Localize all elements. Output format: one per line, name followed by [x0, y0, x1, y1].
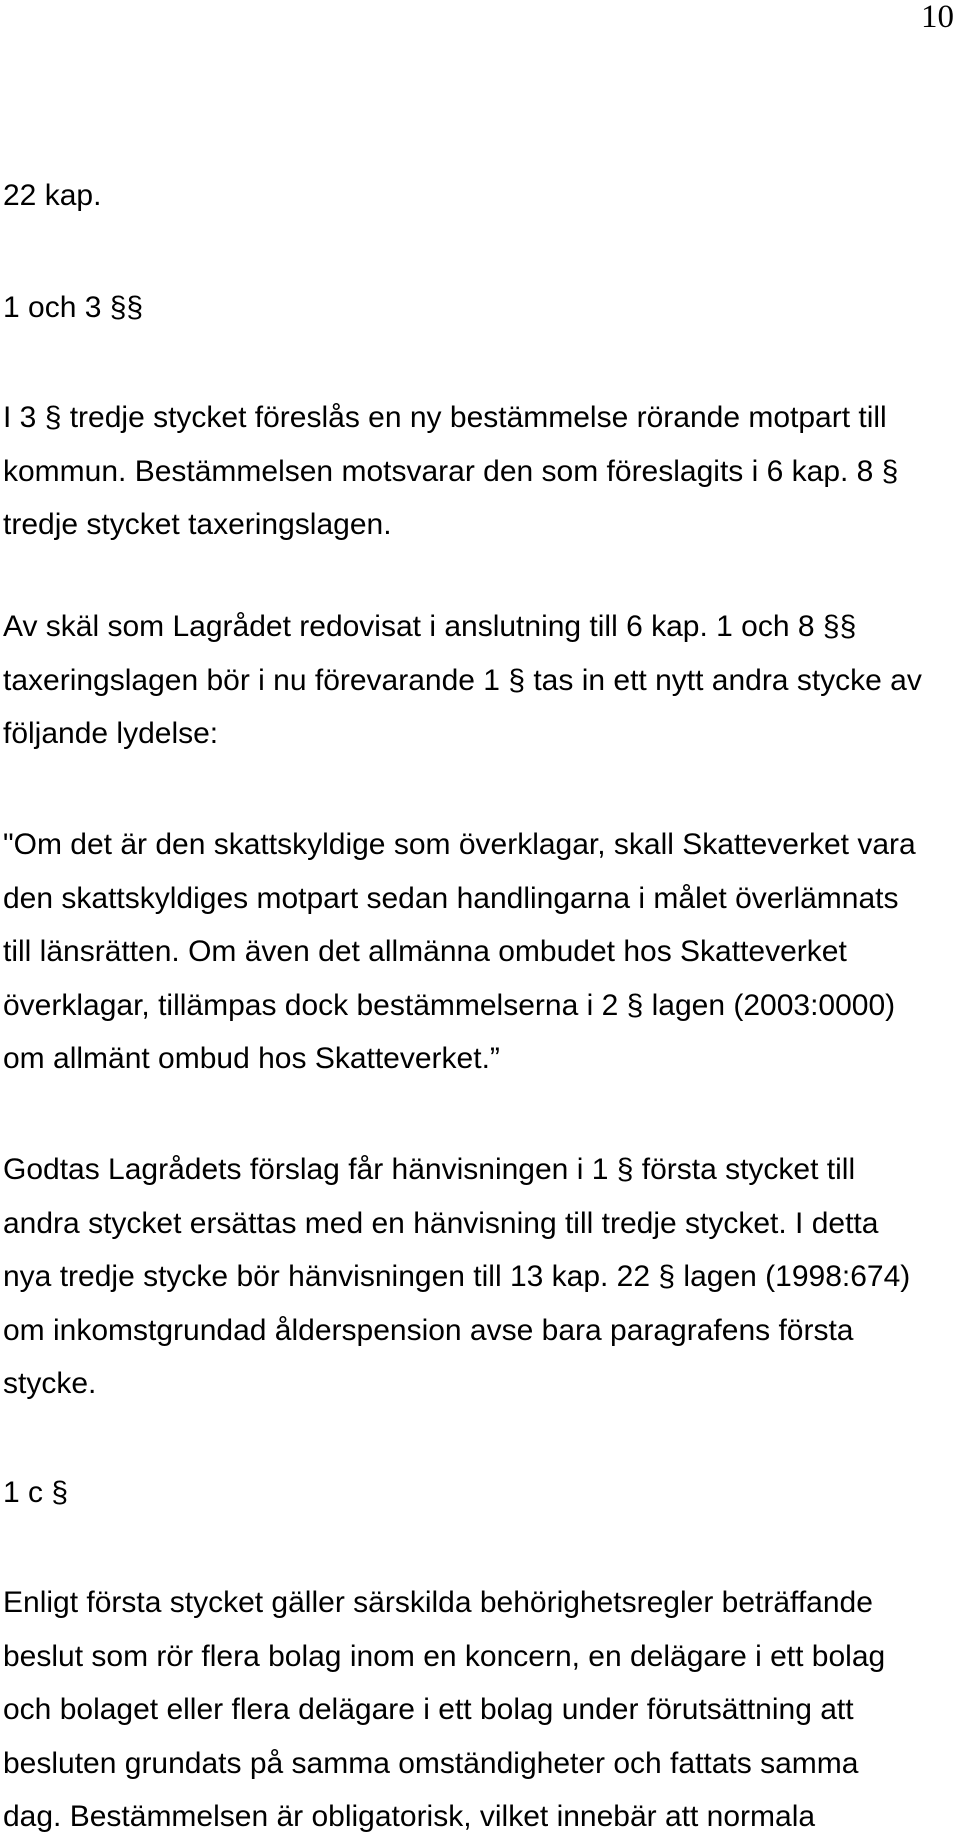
page-number: 10: [921, 0, 954, 35]
body-paragraph: [3, 400, 898, 543]
text-line: andra stycket ersättas med en hänvisning till tredje stycket. I detta: [3, 1206, 879, 1240]
text-line: nya tredje stycke bör hänvisningen till 13 kap. 22 § lagen (1998:674): [3, 1260, 911, 1293]
quoted-paragraph: [3, 827, 916, 1077]
text-line: taxeringslagen bör i nu förevarande 1 § tas in ett nytt andra stycke av: [3, 663, 922, 697]
text-line: stycke.: [3, 1367, 97, 1400]
body-paragraph: [3, 609, 922, 752]
text-line: 1 c §: [3, 1476, 69, 1509]
section-heading: [3, 290, 143, 326]
text-line: beslut som rör flera bolag inom en koncern, en delägare i ett bolag: [3, 1639, 886, 1673]
text-line: den skattskyldiges motpart sedan handlingarna i målet överlämnats: [3, 881, 899, 915]
text-line: om inkomstgrundad ålderspension avse bara paragrafens första: [3, 1313, 854, 1347]
text-line: 1 och 3 §§: [3, 291, 144, 324]
text-line: dag. Bestämmelsen är obligatorisk, vilket innebär att normala: [3, 1800, 816, 1833]
text-line: kommun. Bestämmelsen motsvarar den som föreslagits i 6 kap. 8 §: [3, 454, 899, 488]
text-line: Av skäl som Lagrådet redovisat i anslutning till 6 kap. 1 och 8 §§: [3, 610, 857, 643]
text-line: tredje stycket taxeringslagen.: [3, 508, 392, 541]
text-line: och bolaget eller flera delägare i ett bolag under förutsättning att: [3, 1693, 854, 1726]
text-line: Godtas Lagrådets förslag får hänvisningen i 1 § första stycket till: [3, 1153, 856, 1186]
text-line: besluten grundats på samma omständigheter och fattats samma: [3, 1746, 859, 1780]
text-line: om allmänt ombud hos Skatteverket.”: [3, 1042, 500, 1075]
text-line: I 3 § tredje stycket föreslås en ny bestämmelse rörande motpart till: [3, 401, 887, 434]
chapter-heading: [3, 178, 101, 214]
text-line: till länsrätten. Om även det allmänna ombudet hos Skatteverket: [3, 935, 847, 968]
body-paragraph: [3, 1152, 910, 1402]
text-line: 22 kap.: [3, 179, 102, 212]
text-line: "Om det är den skattskyldige som överklagar, skall Skatteverket vara: [3, 828, 916, 861]
section-heading: [3, 1475, 68, 1511]
text-line: följande lydelse:: [3, 717, 219, 750]
text-line: överklagar, tillämpas dock bestämmelserna i 2 § lagen (2003:0000): [3, 988, 896, 1022]
body-paragraph: [3, 1585, 885, 1835]
text-line: Enligt första stycket gäller särskilda behörighetsregler beträffande: [3, 1586, 873, 1619]
